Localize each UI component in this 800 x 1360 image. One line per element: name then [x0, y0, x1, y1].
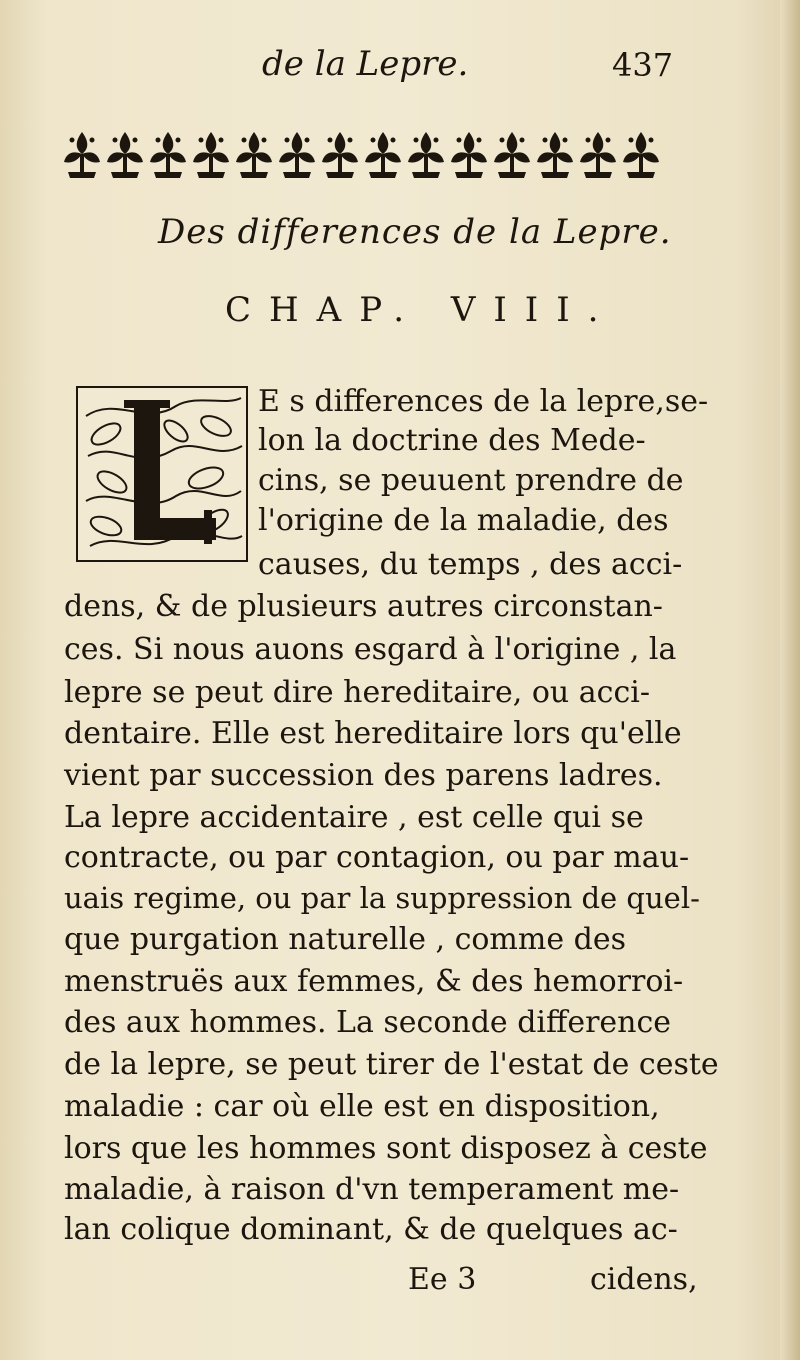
- body-line: maladie, à raison d'vn temperament me-: [64, 1172, 680, 1207]
- body-line: dens, & de plusieurs autres circonstan-: [64, 589, 663, 624]
- signature-mark: Ee 3: [408, 1262, 477, 1297]
- body-line: menstruës aux femmes, & des hemorroi-: [64, 964, 684, 999]
- body-line: cins, se peuuent prendre de: [258, 463, 684, 498]
- body-line: lors que les hommes sont disposez à ceste: [64, 1131, 708, 1166]
- body-line: La lepre accidentaire , est celle qui se: [64, 800, 644, 835]
- body-line: causes, du temps , des acci-: [258, 547, 683, 582]
- body-line: lan colique dominant, & de quelques ac-: [64, 1212, 678, 1247]
- body-line: contracte, ou par contagion, ou par mau-: [64, 840, 690, 875]
- body-line: l'origine de la maladie, des: [258, 503, 669, 538]
- body-line: lepre se peut dire hereditaire, ou acci-: [64, 675, 650, 710]
- body-line: dentaire. Elle est hereditaire lors qu'elle: [64, 716, 682, 751]
- body-line: E s differences de la lepre,se-: [258, 384, 709, 419]
- page-number: 437: [612, 46, 674, 84]
- body-line: maladie : car où elle est en disposition,: [64, 1089, 660, 1124]
- running-title: de la Lepre.: [262, 44, 469, 84]
- body-line: vient par succession des parens ladres.: [64, 758, 663, 793]
- chapter-subtitle: Des differences de la Lepre.: [158, 212, 672, 252]
- body-line: ces. Si nous auons esgard à l'origine , la: [64, 632, 677, 667]
- body-line: des aux hommes. La seconde difference: [64, 1005, 672, 1040]
- body-line: que purgation naturelle , comme des: [64, 922, 626, 957]
- body-line: de la lepre, se peut tirer de l'estat de ceste: [64, 1047, 719, 1082]
- chapter-heading: CHAP. VIII.: [225, 290, 617, 330]
- catchword: cidens,: [590, 1262, 698, 1297]
- body-line: lon la doctrine des Mede-: [258, 423, 646, 458]
- body-line: uais regime, ou par la suppression de quel-: [64, 881, 700, 915]
